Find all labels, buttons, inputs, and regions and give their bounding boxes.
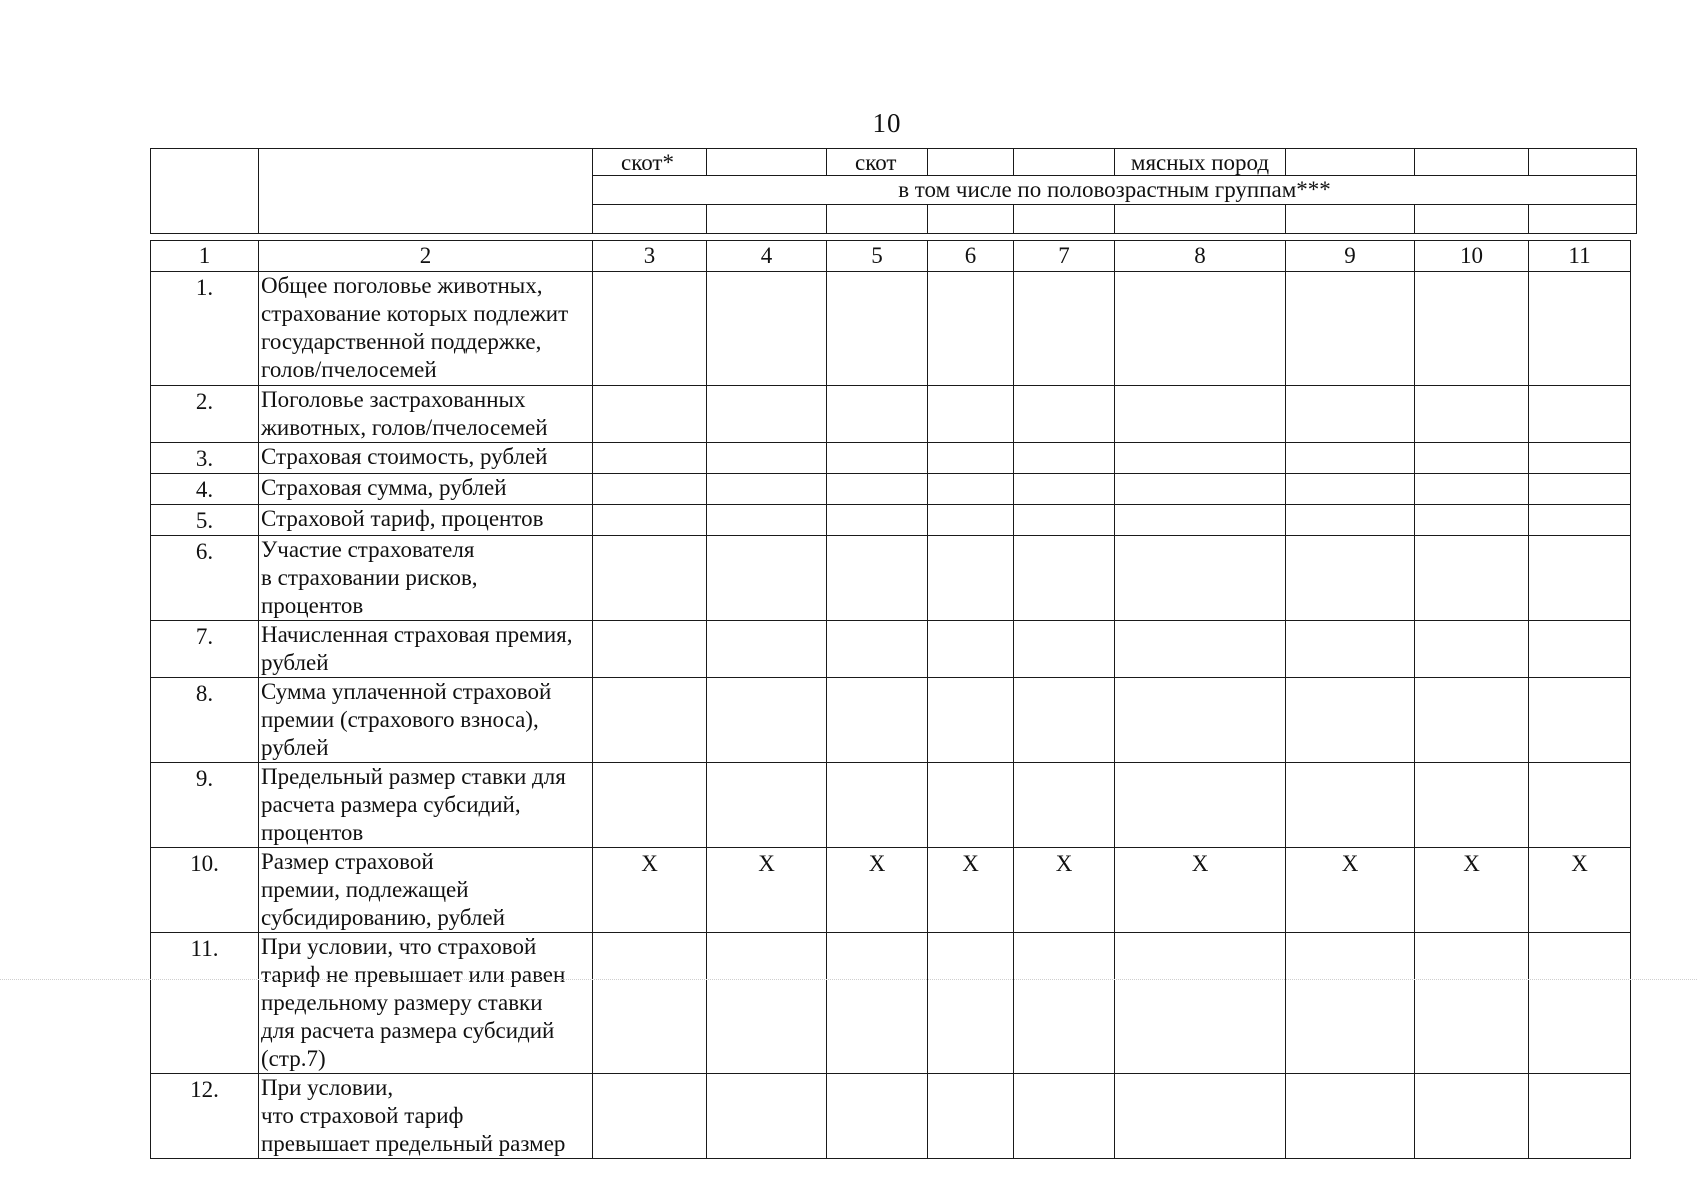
value-cell: [928, 933, 1014, 1074]
value-cell: [707, 763, 827, 848]
value-cell: [1415, 678, 1529, 763]
header-subgroup-cell: [1529, 205, 1637, 234]
row-description-line: премии (страхового взноса),: [261, 707, 539, 732]
value-cell: [827, 536, 928, 621]
row-description-line: Начисленная страховая премия,: [261, 622, 573, 647]
value-cell: [928, 474, 1014, 505]
row-description: [259, 1074, 593, 1159]
row-number: 5.: [151, 505, 259, 536]
value-cell: Х: [1415, 848, 1529, 933]
row-number: 12.: [151, 1074, 259, 1159]
value-cell: [1529, 536, 1631, 621]
header-table: [150, 148, 1637, 234]
value-cell: [593, 1074, 707, 1159]
header-cell-label: [1415, 149, 1529, 176]
table-row: [151, 536, 1631, 621]
row-description-line: субсидированию, рублей: [261, 905, 505, 930]
header-subgroup-cell: [1115, 205, 1286, 234]
row-description-line: предельному размеру ставки: [261, 990, 543, 1015]
row-number: 8.: [151, 678, 259, 763]
row-number: 7.: [151, 621, 259, 678]
value-cell: [827, 1074, 928, 1159]
value-cell: [1529, 505, 1631, 536]
value-cell: [707, 505, 827, 536]
value-cell: [1415, 272, 1529, 386]
table-row: [151, 621, 1631, 678]
row-number: 6.: [151, 536, 259, 621]
value-cell: [928, 763, 1014, 848]
value-cell: [1415, 1074, 1529, 1159]
value-cell: [827, 505, 928, 536]
row-description: [259, 678, 593, 763]
value-cell: [707, 1074, 827, 1159]
value-cell: [593, 621, 707, 678]
row-description-line: страхование которых подлежит: [261, 301, 569, 326]
value-cell: [707, 474, 827, 505]
row-description-line: в страховании рисков,: [261, 565, 478, 590]
value-cell: [928, 536, 1014, 621]
header-cell-label: [1286, 149, 1415, 176]
row-number: 4.: [151, 474, 259, 505]
row-description-line: рублей: [261, 650, 329, 675]
row-description-line: Сумма уплаченной страховой: [261, 679, 552, 704]
table-row: [151, 678, 1631, 763]
value-cell: [1014, 1074, 1115, 1159]
row-description-line: превышает предельный размер: [261, 1131, 566, 1156]
value-cell: [1014, 474, 1115, 505]
column-number-cell: 1: [151, 241, 259, 272]
value-cell: [1286, 763, 1415, 848]
value-cell: [827, 474, 928, 505]
value-cell: [1286, 1074, 1415, 1159]
row-description-line: голов/пчелосемей: [261, 357, 437, 382]
row-number: 1.: [151, 272, 259, 386]
value-cell: [593, 678, 707, 763]
row-description-line: Общее поголовье животных,: [261, 273, 543, 298]
row-description-line: государственной поддержке,: [261, 329, 542, 354]
row-description-line: животных, голов/пчелосемей: [261, 415, 548, 440]
row-description-line: что страховой тариф: [261, 1103, 464, 1128]
value-cell: [827, 443, 928, 474]
header-subgroup-cell: [593, 205, 707, 234]
value-cell: [827, 621, 928, 678]
header-cell-empty-2: [259, 149, 593, 234]
value-cell: [1115, 505, 1286, 536]
row-description: [259, 272, 593, 386]
value-cell: Х: [593, 848, 707, 933]
column-number-cell: 7: [1014, 241, 1115, 272]
table-row: [151, 848, 1631, 933]
table-row: [151, 505, 1631, 536]
row-description-line: Страховой тариф, процентов: [261, 506, 544, 531]
column-number-cell: 4: [707, 241, 827, 272]
table-row: [151, 763, 1631, 848]
value-cell: [593, 386, 707, 443]
value-cell: [1415, 474, 1529, 505]
row-description: [259, 505, 593, 536]
value-cell: [593, 505, 707, 536]
table-row: [151, 1074, 1631, 1159]
header-subgroup-cell: [707, 205, 827, 234]
value-cell: [928, 443, 1014, 474]
value-cell: [1286, 272, 1415, 386]
value-cell: [707, 933, 827, 1074]
value-cell: [1415, 536, 1529, 621]
row-description-line: процентов: [261, 593, 364, 618]
value-cell: [1115, 763, 1286, 848]
row-description: [259, 474, 593, 505]
value-cell: Х: [1115, 848, 1286, 933]
row-description: [259, 763, 593, 848]
value-cell: [1014, 386, 1115, 443]
header-cell-label: скот*: [593, 149, 707, 176]
row-description: [259, 386, 593, 443]
value-cell: [1529, 1074, 1631, 1159]
row-description: [259, 536, 593, 621]
header-group-label: в том числе по половозрастным группам***: [593, 176, 1637, 205]
value-cell: [1529, 443, 1631, 474]
value-cell: [928, 621, 1014, 678]
value-cell: Х: [1286, 848, 1415, 933]
value-cell: [1415, 933, 1529, 1074]
value-cell: [593, 272, 707, 386]
value-cell: [1286, 474, 1415, 505]
page-fold-line: [0, 979, 1697, 980]
value-cell: [593, 474, 707, 505]
value-cell: [827, 678, 928, 763]
value-cell: [707, 443, 827, 474]
table-row: [151, 386, 1631, 443]
value-cell: [928, 678, 1014, 763]
row-description-line: для расчета размера субсидий: [261, 1018, 555, 1043]
value-cell: [1014, 933, 1115, 1074]
header-subgroup-cell: [928, 205, 1014, 234]
value-cell: [1286, 678, 1415, 763]
row-number: 9.: [151, 763, 259, 848]
value-cell: [593, 763, 707, 848]
value-cell: [1415, 621, 1529, 678]
row-description: [259, 933, 593, 1074]
value-cell: [1286, 386, 1415, 443]
value-cell: [707, 536, 827, 621]
row-description: [259, 443, 593, 474]
value-cell: [1529, 763, 1631, 848]
row-number: 3.: [151, 443, 259, 474]
table-row: [151, 933, 1631, 1074]
value-cell: [707, 678, 827, 763]
value-cell: [707, 386, 827, 443]
value-cell: [1415, 505, 1529, 536]
column-number-cell: 2: [259, 241, 593, 272]
value-cell: [1286, 933, 1415, 1074]
value-cell: [928, 386, 1014, 443]
value-cell: Х: [928, 848, 1014, 933]
value-cell: [1115, 272, 1286, 386]
row-description-line: премии, подлежащей: [261, 877, 469, 902]
header-cell-label: [928, 149, 1014, 176]
value-cell: [1286, 505, 1415, 536]
header-subgroup-cell: [1415, 205, 1529, 234]
header-cell-empty-1: [151, 149, 259, 234]
value-cell: [1115, 1074, 1286, 1159]
value-cell: [707, 621, 827, 678]
value-cell: [928, 1074, 1014, 1159]
value-cell: [827, 272, 928, 386]
header-row-labels: [151, 149, 1637, 176]
value-cell: [1415, 763, 1529, 848]
value-cell: Х: [827, 848, 928, 933]
value-cell: [1014, 272, 1115, 386]
header-subgroup-cell: [827, 205, 928, 234]
value-cell: [1529, 272, 1631, 386]
value-cell: [1415, 386, 1529, 443]
row-description-line: расчета размера субсидий,: [261, 792, 521, 817]
value-cell: [707, 272, 827, 386]
row-description: [259, 848, 593, 933]
column-number-cell: 5: [827, 241, 928, 272]
row-description-line: процентов: [261, 820, 364, 845]
value-cell: [827, 763, 928, 848]
value-cell: [1286, 621, 1415, 678]
value-cell: [593, 536, 707, 621]
value-cell: [593, 933, 707, 1074]
header-cell-label: скот: [827, 149, 928, 176]
value-cell: [1415, 443, 1529, 474]
row-number: 11.: [151, 933, 259, 1074]
value-cell: [1529, 621, 1631, 678]
value-cell: [1014, 536, 1115, 621]
row-description-line: (стр.7): [261, 1046, 326, 1071]
value-cell: [1014, 505, 1115, 536]
value-cell: [928, 505, 1014, 536]
row-number: 2.: [151, 386, 259, 443]
value-cell: [593, 443, 707, 474]
value-cell: [1529, 474, 1631, 505]
column-number-cell: 6: [928, 241, 1014, 272]
row-description-line: Страховая стоимость, рублей: [261, 444, 548, 469]
value-cell: [1115, 621, 1286, 678]
value-cell: [1286, 443, 1415, 474]
row-description-line: рублей: [261, 735, 329, 760]
column-number-cell: 11: [1529, 241, 1631, 272]
column-number-cell: 3: [593, 241, 707, 272]
value-cell: [1115, 678, 1286, 763]
column-number-row: [151, 241, 1631, 272]
value-cell: Х: [707, 848, 827, 933]
value-cell: [1014, 443, 1115, 474]
value-cell: [1529, 678, 1631, 763]
row-description-line: Предельный размер ставки для: [261, 764, 566, 789]
header-subgroup-cell: [1286, 205, 1415, 234]
value-cell: [1014, 678, 1115, 763]
value-cell: [1115, 536, 1286, 621]
row-description-line: При условии, что страховой: [261, 934, 537, 959]
row-description-line: Страховая сумма, рублей: [261, 475, 507, 500]
row-description-line: Поголовье застрахованных: [261, 387, 526, 412]
header-cell-label: мясных пород: [1115, 149, 1286, 176]
header-cell-label: [707, 149, 827, 176]
table-row: [151, 474, 1631, 505]
value-cell: [1115, 443, 1286, 474]
header-cell-label: [1014, 149, 1115, 176]
header-cell-label: [1529, 149, 1637, 176]
value-cell: [1115, 933, 1286, 1074]
value-cell: [827, 933, 928, 1074]
table-row: [151, 443, 1631, 474]
value-cell: Х: [1014, 848, 1115, 933]
value-cell: [1115, 386, 1286, 443]
column-number-cell: 8: [1115, 241, 1286, 272]
row-number: 10.: [151, 848, 259, 933]
value-cell: [1115, 474, 1286, 505]
column-number-cell: 10: [1415, 241, 1529, 272]
header-subgroup-cell: [1014, 205, 1115, 234]
value-cell: [928, 272, 1014, 386]
row-description-line: тариф не превышает или равен: [261, 962, 566, 987]
row-description-line: При условии,: [261, 1075, 394, 1100]
page-number: 10: [872, 108, 902, 138]
row-description-line: Участие страхователя: [261, 537, 475, 562]
value-cell: [1014, 621, 1115, 678]
value-cell: [1014, 763, 1115, 848]
value-cell: [1286, 536, 1415, 621]
value-cell: [1529, 386, 1631, 443]
value-cell: [1529, 933, 1631, 1074]
row-description-line: Размер страховой: [261, 849, 434, 874]
value-cell: [827, 386, 928, 443]
column-number-cell: 9: [1286, 241, 1415, 272]
row-description: [259, 621, 593, 678]
table-row: [151, 272, 1631, 386]
data-table: [150, 240, 1631, 1159]
value-cell: Х: [1529, 848, 1631, 933]
